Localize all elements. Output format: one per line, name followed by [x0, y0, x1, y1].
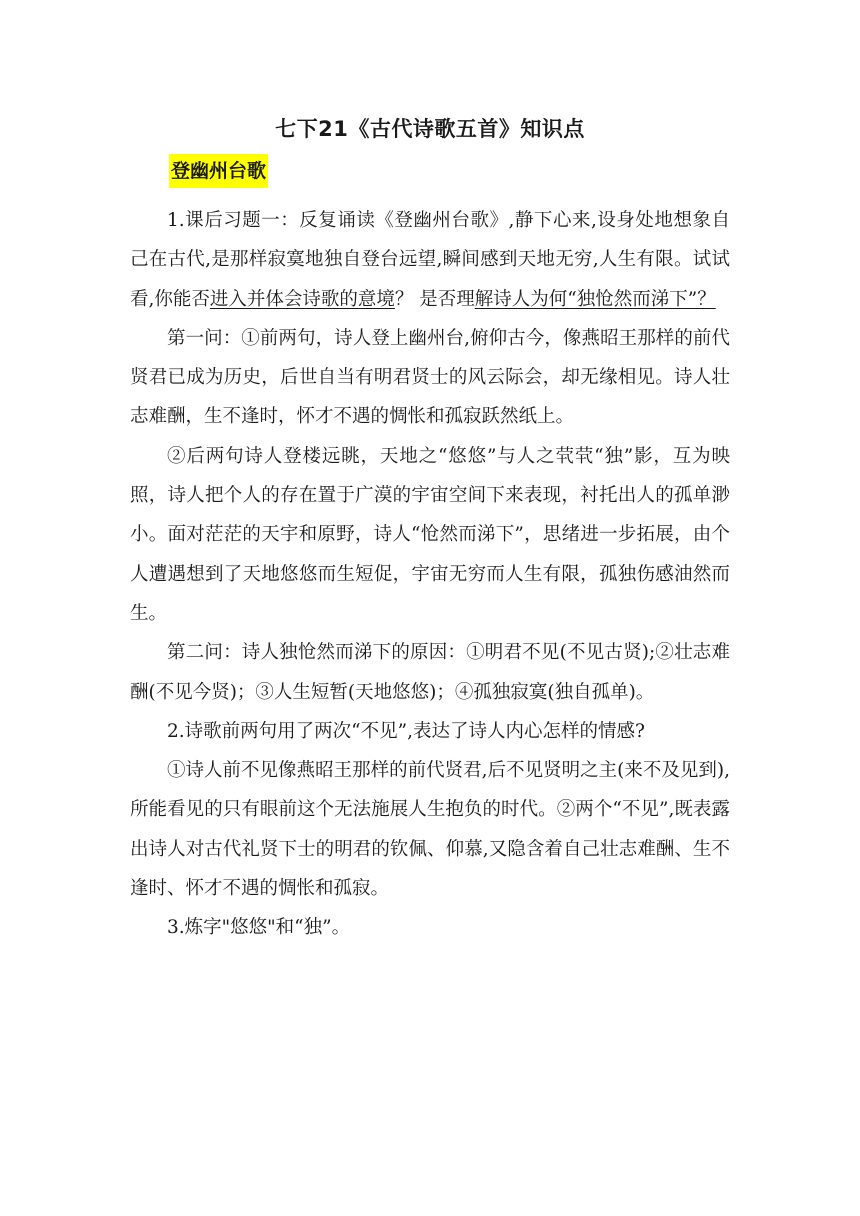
section-heading-highlighted: 登幽州台歌	[169, 154, 268, 188]
question-1-text-mid: ？ 是否理	[394, 288, 475, 310]
answer-question-2-paragraph: 第二问：诗人独怆然而涕下的原因：①明君不见(不见古贤);②壮志难酬(不见今贤)；③人生短暂(天地悠悠)；④孤独寂寞(独自孤单)。	[130, 642, 730, 703]
underlined-phrase-2: 解诗人为何“独怆然而涕下”？	[474, 288, 716, 310]
answer-q2-paragraph: ①诗人前不见像燕昭王那样的前代贤君,后不见贤明之主(来不及见到),所能看见的只有眼前这个无法施展人生抱负的时代。②两个“不见”,既表露出诗人对古代礼贤下士的明君的钦佩、仰慕,又隐含着自己壮志难酬、生不逢时、怀才不遇的惆怅和孤寂。	[130, 760, 730, 900]
document-title: 七下21《古代诗歌五首》知识点	[275, 117, 585, 141]
answer-part-2-paragraph: ②后两句诗人登楼远眺，天地之“悠悠”与人之茕茕“独”影，互为映照，诗人把个人的存在置于广漠的宇宙空间下来表现，衬托出人的孤单渺小。面对茫茫的天宇和原野，诗人“怆然而涕下”，思绪进一步拓展，由个人遭遇想到了天地悠悠而生短促，宇宙无穷而人生有限，孤独伤感油然而生。	[130, 445, 730, 624]
underlined-phrase-1: 进入并体会诗歌的意境	[209, 288, 395, 310]
question-1-paragraph	[130, 201, 730, 319]
answer-part-1-paragraph: 第一问：①前两句，诗人登上幽州台,俯仰古今，像燕昭王那样的前代贤君已成为历史，后世自当有明君贤士的风云际会，却无缘相见。诗人壮志难酬，生不逢时，怀才不遇的惆怅和孤寂跃然纸上。	[130, 327, 730, 428]
question-1-text: 1.课后习题一：反复诵读《登幽州台歌》,静下心来,设身处地想象自己在古代,是那样寂寞地独自登台远望,瞬间感到天地无穷,人生有限。试试看,你能否	[130, 210, 730, 310]
question-2-paragraph: 2.诗歌前两句用了两次“不见”,表达了诗人内心怎样的情感?	[167, 720, 645, 742]
question-3-paragraph: 3.炼字"悠悠"和“独”。	[167, 917, 351, 939]
document-body	[130, 201, 730, 948]
